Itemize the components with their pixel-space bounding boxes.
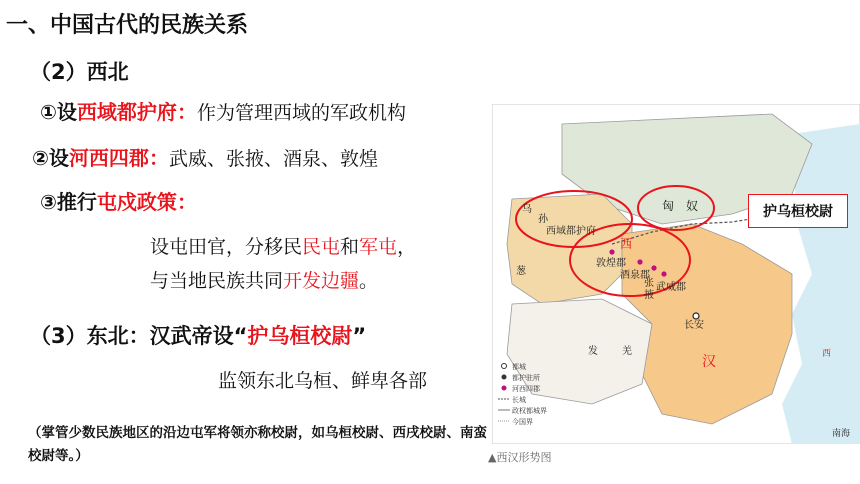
legend-0: 都城: [512, 363, 526, 371]
para-develop-frontier: [150, 266, 378, 293]
marker-jiuquan: [637, 259, 642, 264]
label-changan: 长安: [684, 320, 704, 331]
item1-prefix: ①设: [40, 100, 77, 124]
para1-t1: 设屯田官，分移民: [150, 236, 303, 258]
section-northwest-title: （2）西北: [30, 60, 129, 84]
label-ye: 掖: [644, 290, 654, 301]
legend-4: 政权都城界: [512, 407, 547, 415]
item2-desc: 武威、张掖、酒泉、敦煌: [168, 148, 378, 170]
item3-highlight: 屯戍政策: [96, 190, 177, 214]
label-wu: 乌: [522, 204, 532, 215]
section-northeast-title: [30, 320, 366, 350]
label-xiyu: 西域都护府: [546, 226, 596, 237]
item2-highlight: 河西四郡: [68, 146, 149, 170]
label-jiuquan: 酒泉郡: [620, 270, 650, 281]
item-tunshu-policy: [40, 186, 197, 215]
callout-wuhuan-colonel: 护乌桓校尉: [748, 194, 848, 228]
map-caption: ▲西汉形势图: [488, 451, 552, 464]
item-hexi-commanderies: [32, 142, 378, 171]
item3-prefix: ③推行: [40, 190, 97, 214]
section3-highlight: 护乌桓校尉: [247, 324, 353, 348]
label-xi: 西: [620, 237, 633, 251]
label-zhang: 张: [644, 278, 654, 289]
legend-5: 今国界: [512, 418, 533, 426]
label-dunhuang: 敦煌郡: [596, 258, 626, 269]
label-han: 汉: [702, 354, 716, 370]
item-xiyu-protectorate: [40, 96, 406, 125]
marker-wuwei: [661, 271, 666, 276]
western-han-map: [492, 104, 860, 444]
label-qiang: 羌: [622, 346, 632, 357]
label-fa: 发: [588, 346, 598, 357]
section3-close: ”: [352, 324, 367, 348]
label-xiong: 匈: [662, 199, 675, 213]
legend-3: 长城: [512, 396, 526, 404]
para-wuhuan-xianbei: 监领东北乌桓、鲜卑各部: [218, 370, 428, 392]
para1-r2: 军屯: [359, 236, 398, 258]
item2-colon: ：: [148, 146, 169, 170]
para2-t2: 。: [359, 270, 379, 292]
marker-changan: [693, 313, 699, 319]
item2-prefix: ②设: [32, 146, 69, 170]
legend-1: 都护驻所: [512, 374, 540, 382]
item3-colon: ：: [176, 190, 197, 214]
para2-t1: 与当地民族共同: [150, 270, 284, 292]
page-heading: 一、中国古代的民族关系: [6, 13, 249, 38]
label-nanhai: 南海: [832, 429, 851, 439]
section3-label: （3）东北：汉武帝设“: [30, 324, 248, 348]
marker-dunhuang: [609, 249, 614, 254]
label-sun: 孙: [538, 214, 548, 225]
marker-zhangye: [651, 265, 656, 270]
para-tuntian: [150, 232, 416, 259]
para1-t3: ，: [397, 236, 417, 258]
label-xi2: 西: [822, 349, 832, 359]
label-wuwei: 武威郡: [656, 282, 686, 293]
legend-2: 河西四郡: [512, 385, 540, 393]
label-cong: 葱: [516, 266, 526, 277]
para2-r1: 开发边疆: [283, 270, 360, 292]
para1-r1: 民屯: [302, 236, 341, 258]
footnote: （掌管少数民族地区的沿边屯军将领亦称校尉，如乌桓校尉、西戌校尉、南蛮校尉等。）: [28, 425, 487, 464]
item1-desc: 作为管理西域的军政机构: [196, 102, 406, 124]
label-nu: 奴: [686, 199, 699, 213]
item1-colon: ：: [176, 100, 197, 124]
item1-highlight: 西域都护府: [76, 100, 177, 124]
para1-t2: 和: [340, 236, 360, 258]
